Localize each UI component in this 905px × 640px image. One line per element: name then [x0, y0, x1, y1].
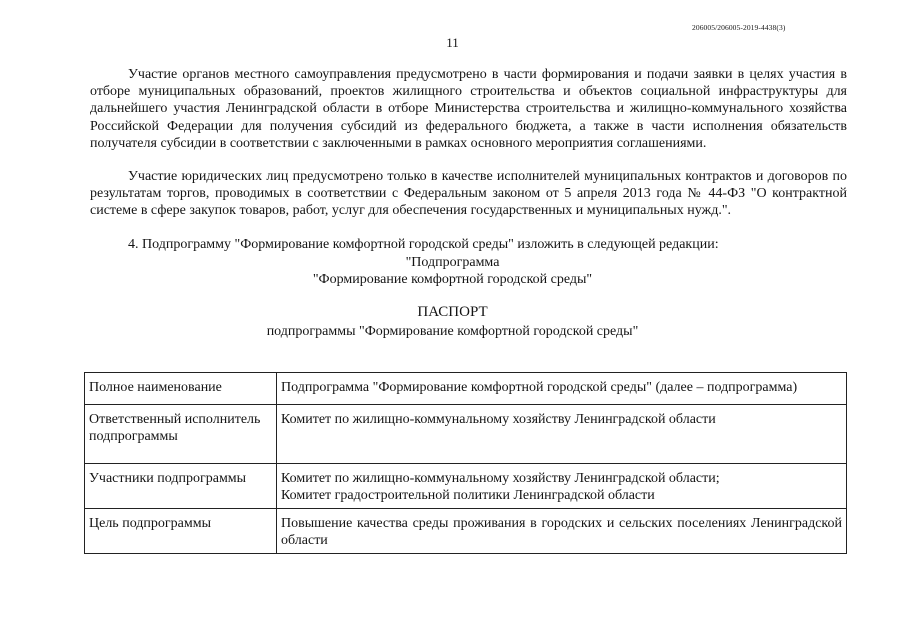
participant-line: Комитет по жилищно-коммунальному хозяйству Ленинградской области;: [281, 471, 720, 486]
row-label: Ответственный исполнитель подпрограммы: [85, 405, 277, 464]
paragraph-text: 4. Подпрограмму "Формирование комфортной городской среды" изложить в следующей редакции:: [128, 237, 719, 252]
paragraph-local-government: [90, 66, 847, 152]
table-row: [85, 509, 847, 554]
row-value: Подпрограмма "Формирование комфортной городской среды" (далее – подпрограмма): [277, 373, 847, 405]
row-value: [277, 464, 847, 509]
paragraph-text: Участие юридических лиц предусмотрено только в качестве исполнителей муниципальных контрактов и договоров по результатам торгов, проводимых в соответствии с Федеральным законом от 5 апреля 2013 года № 44-ФЗ "О контрактной системе в сфере закупок товаров, работ, услуг для обеспечения государственных и муниципальных нужд.".: [90, 169, 847, 219]
table-row: [85, 464, 847, 509]
participant-line: Комитет градостроительной политики Ленинградской области: [281, 488, 655, 503]
row-value: Комитет по жилищно-коммунальному хозяйству Ленинградской области: [277, 405, 847, 464]
row-label: Цель подпрограммы: [85, 509, 277, 554]
paragraph-amendment: [90, 236, 847, 253]
paragraph-legal-entities: [90, 168, 847, 220]
table-row: [85, 405, 847, 464]
row-value: Повышение качества среды проживания в городских и сельских поселениях Ленинградской области: [277, 509, 847, 554]
table-row: [85, 373, 847, 405]
row-label: Участники подпрограммы: [85, 464, 277, 509]
row-label: Полное наименование: [85, 373, 277, 405]
page-number: 11: [446, 35, 459, 50]
subprogram-title-line1: "Подпрограмма: [405, 255, 500, 270]
passport-subheading: подпрограммы "Формирование комфортной городской среды": [266, 324, 639, 339]
document-code: 206005/206005-2019-4438(3): [692, 23, 786, 32]
passport-heading: ПАСПОРТ: [417, 304, 488, 320]
paragraph-text: Участие органов местного самоуправления предусмотрено в части формирования и подачи заявки в целях участия в отборе муниципальных образований, проектов жилищного строительства и объектов социальной инфраструктуры для дальнейшего участия Ленинградской области в отборе Министерства строительства и жилищно-коммунального хозяйства Российской Федерации для получения субсидий из федерального бюджета, а также в части исполнения обязательств получателя субсидии в соответствии с заключенными в рамках основного мероприятия соглашениями.: [90, 67, 847, 151]
subprogram-title-line2: "Формирование комфортной городской среды": [312, 272, 593, 287]
passport-table: [84, 372, 847, 554]
